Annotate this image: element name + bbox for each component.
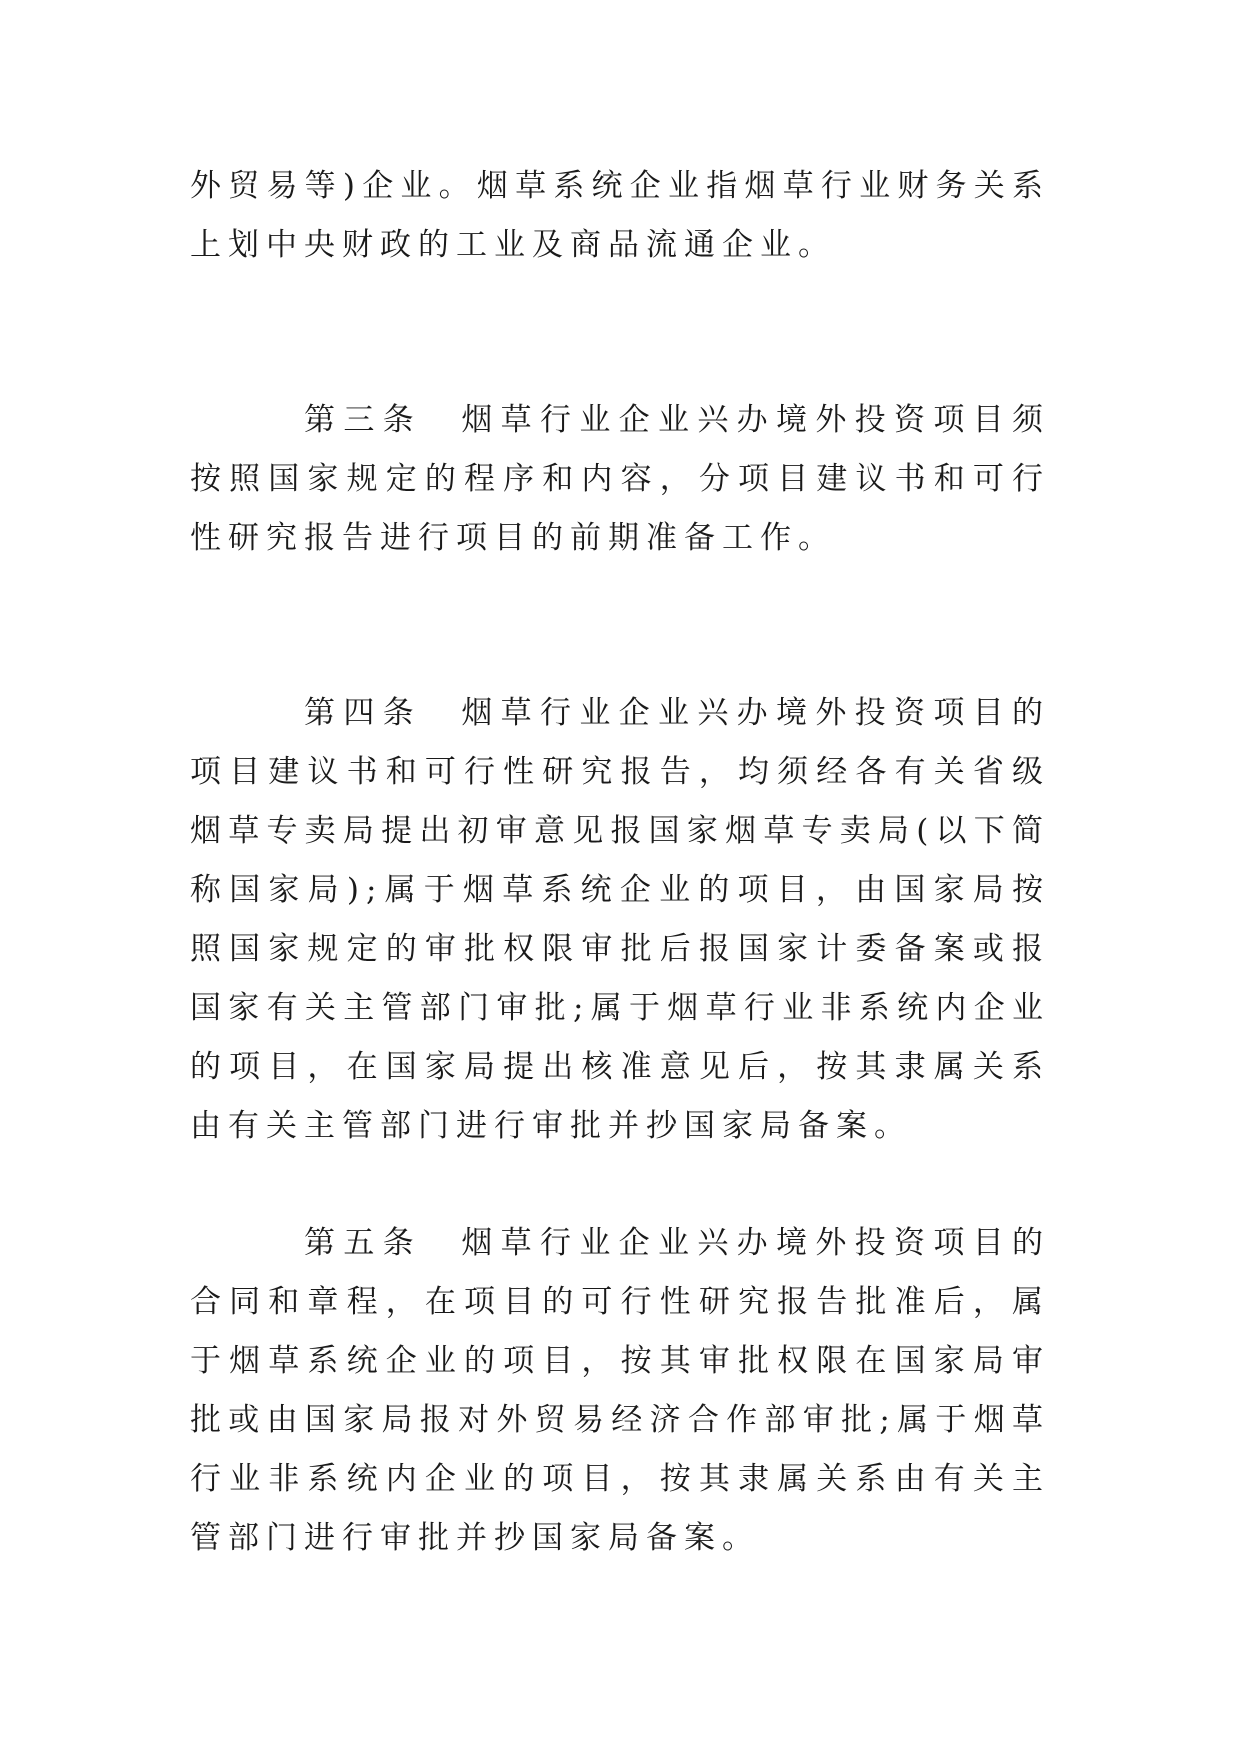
paragraph-article-3: 第三条 烟草行业企业兴办境外投资项目须按照国家规定的程序和内容，分项目建议书和可行性研究报告进行项目的前期准备工作。 [190, 402, 1050, 556]
paragraph-continuation: 外贸易等)企业。烟草系统企业指烟草行业财务关系上划中央财政的工业及商品流通企业。 [190, 168, 1050, 263]
paragraph-article-4: 第四条 烟草行业企业兴办境外投资项目的项目建议书和可行性研究报告，均须经各有关省级烟草专卖局提出初审意见报国家烟草专卖局(以下简称国家局);属于烟草系统企业的项目，由国家局按照国家规定的审批权限审批后报国家计委备案或报国家有关主管部门审批;属于烟草行业非系统内企业的项目，在国家局提出核准意见后，按其隶属关系由有关主管部门进行审批并抄国家局备案。 [190, 695, 1050, 1144]
paragraph-article-5: 第五条 烟草行业企业兴办境外投资项目的合同和章程，在项目的可行性研究报告批准后，属于烟草系统企业的项目，按其审批权限在国家局审批或由国家局报对外贸易经济合作部审批;属于烟草行业非系统内企业的项目，按其隶属关系由有关主管部门进行审批并抄国家局备案。 [190, 1225, 1050, 1556]
